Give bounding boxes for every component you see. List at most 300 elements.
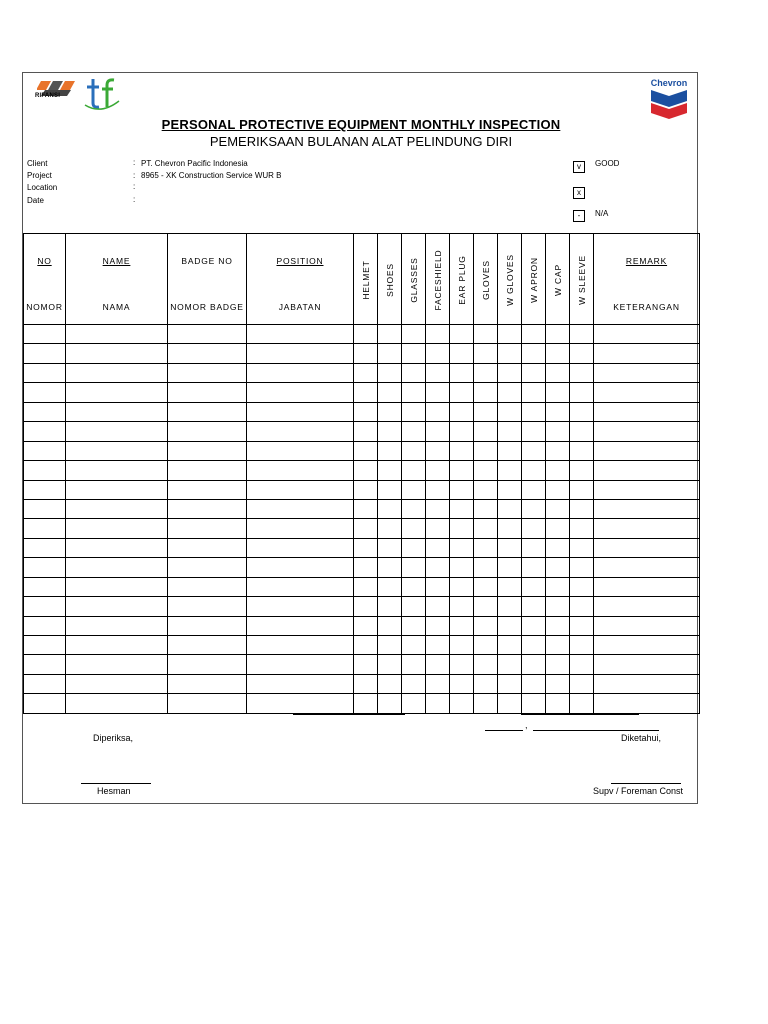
table-cell[interactable] [402,538,426,557]
table-cell[interactable] [474,577,498,596]
table-cell[interactable] [594,441,700,460]
table-cell[interactable] [498,325,522,344]
table-cell[interactable] [24,577,66,596]
table-cell[interactable] [247,344,354,363]
table-cell[interactable] [168,499,247,518]
table-cell[interactable] [354,383,378,402]
table-cell[interactable] [474,363,498,382]
table-cell[interactable] [378,383,402,402]
table-cell[interactable] [498,636,522,655]
table-cell[interactable] [498,499,522,518]
table-cell[interactable] [474,441,498,460]
table-cell[interactable] [378,363,402,382]
table-cell[interactable] [594,636,700,655]
table-cell[interactable] [168,519,247,538]
table-cell[interactable] [168,577,247,596]
table-cell[interactable] [168,363,247,382]
table-cell[interactable] [498,461,522,480]
table-cell[interactable] [594,480,700,499]
table-cell[interactable] [498,402,522,421]
table-cell[interactable] [24,499,66,518]
table-cell[interactable] [522,597,546,616]
table-cell[interactable] [168,597,247,616]
table-cell[interactable] [378,402,402,421]
table-cell[interactable] [66,674,168,693]
table-cell[interactable] [522,325,546,344]
table-cell[interactable] [402,558,426,577]
table-cell[interactable] [247,655,354,674]
table-cell[interactable] [354,694,378,713]
table-cell[interactable] [594,558,700,577]
table-cell[interactable] [474,325,498,344]
table-cell[interactable] [247,461,354,480]
table-cell[interactable] [546,383,570,402]
table-cell[interactable] [247,636,354,655]
table-cell[interactable] [474,383,498,402]
table-cell[interactable] [426,636,450,655]
table-cell[interactable] [24,383,66,402]
table-cell[interactable] [450,363,474,382]
table-cell[interactable] [546,441,570,460]
table-cell[interactable] [498,655,522,674]
table-cell[interactable] [450,383,474,402]
table-cell[interactable] [594,655,700,674]
table-cell[interactable] [570,558,594,577]
table-cell[interactable] [354,363,378,382]
table-cell[interactable] [546,558,570,577]
table-cell[interactable] [354,499,378,518]
acknowledger-signature-line[interactable] [611,783,681,784]
table-cell[interactable] [66,636,168,655]
table-cell[interactable] [570,674,594,693]
table-cell[interactable] [546,674,570,693]
table-cell[interactable] [450,538,474,557]
table-cell[interactable] [594,461,700,480]
table-cell[interactable] [24,519,66,538]
table-cell[interactable] [354,344,378,363]
table-cell[interactable] [247,499,354,518]
table-cell[interactable] [546,499,570,518]
table-cell[interactable] [378,558,402,577]
table-cell[interactable] [570,402,594,421]
table-cell[interactable] [522,363,546,382]
table-cell[interactable] [402,344,426,363]
table-cell[interactable] [522,694,546,713]
table-cell[interactable] [546,636,570,655]
table-cell[interactable] [570,383,594,402]
table-cell[interactable] [498,577,522,596]
table-cell[interactable] [24,538,66,557]
table-cell[interactable] [594,344,700,363]
table-cell[interactable] [450,616,474,635]
table-cell[interactable] [546,577,570,596]
table-cell[interactable] [498,674,522,693]
table-cell[interactable] [594,325,700,344]
table-cell[interactable] [522,461,546,480]
table-cell[interactable] [570,519,594,538]
table-cell[interactable] [354,616,378,635]
table-cell[interactable] [450,422,474,441]
table-cell[interactable] [378,597,402,616]
table-cell[interactable] [402,519,426,538]
table-cell[interactable] [450,325,474,344]
table-cell[interactable] [474,636,498,655]
table-cell[interactable] [546,655,570,674]
table-cell[interactable] [168,655,247,674]
table-cell[interactable] [168,441,247,460]
table-cell[interactable] [450,499,474,518]
table-cell[interactable] [66,577,168,596]
table-cell[interactable] [522,577,546,596]
table-cell[interactable] [498,694,522,713]
table-cell[interactable] [24,674,66,693]
table-cell[interactable] [594,538,700,557]
table-cell[interactable] [354,655,378,674]
table-cell[interactable] [522,616,546,635]
table-cell[interactable] [247,597,354,616]
table-cell[interactable] [546,694,570,713]
table-cell[interactable] [570,636,594,655]
table-cell[interactable] [168,674,247,693]
table-cell[interactable] [498,383,522,402]
table-cell[interactable] [402,363,426,382]
table-cell[interactable] [522,519,546,538]
table-cell[interactable] [450,597,474,616]
table-cell[interactable] [66,344,168,363]
table-cell[interactable] [402,616,426,635]
checker-signature-line[interactable] [81,783,151,784]
table-cell[interactable] [66,325,168,344]
table-cell[interactable] [426,694,450,713]
table-cell[interactable] [378,616,402,635]
table-cell[interactable] [354,402,378,421]
table-cell[interactable] [522,344,546,363]
table-cell[interactable] [247,558,354,577]
table-cell[interactable] [498,363,522,382]
table-cell[interactable] [498,597,522,616]
table-cell[interactable] [247,616,354,635]
table-cell[interactable] [66,441,168,460]
table-cell[interactable] [498,558,522,577]
table-cell[interactable] [247,383,354,402]
table-cell[interactable] [522,383,546,402]
table-cell[interactable] [450,461,474,480]
table-cell[interactable] [426,499,450,518]
table-cell[interactable] [24,441,66,460]
table-cell[interactable] [474,422,498,441]
table-cell[interactable] [354,441,378,460]
table-cell[interactable] [570,480,594,499]
table-cell[interactable] [522,422,546,441]
table-cell[interactable] [66,499,168,518]
table-cell[interactable] [378,422,402,441]
table-cell[interactable] [24,558,66,577]
table-cell[interactable] [594,694,700,713]
table-cell[interactable] [354,674,378,693]
table-cell[interactable] [24,616,66,635]
table-cell[interactable] [522,674,546,693]
table-cell[interactable] [168,616,247,635]
table-cell[interactable] [594,674,700,693]
table-cell[interactable] [354,480,378,499]
table-cell[interactable] [498,422,522,441]
table-cell[interactable] [247,441,354,460]
table-cell[interactable] [66,363,168,382]
table-cell[interactable] [426,363,450,382]
table-cell[interactable] [426,422,450,441]
table-cell[interactable] [426,480,450,499]
table-cell[interactable] [474,558,498,577]
table-cell[interactable] [66,461,168,480]
table-cell[interactable] [402,422,426,441]
table-cell[interactable] [450,441,474,460]
table-cell[interactable] [402,499,426,518]
table-cell[interactable] [474,519,498,538]
table-cell[interactable] [66,422,168,441]
table-cell[interactable] [570,422,594,441]
table-cell[interactable] [498,441,522,460]
table-cell[interactable] [450,480,474,499]
table-cell[interactable] [168,694,247,713]
table-cell[interactable] [402,461,426,480]
table-cell[interactable] [378,577,402,596]
table-cell[interactable] [378,461,402,480]
table-cell[interactable] [450,344,474,363]
table-cell[interactable] [168,383,247,402]
table-cell[interactable] [378,655,402,674]
table-cell[interactable] [570,441,594,460]
table-cell[interactable] [402,636,426,655]
table-cell[interactable] [450,636,474,655]
date-place-line[interactable] [485,730,523,731]
table-cell[interactable] [378,694,402,713]
table-cell[interactable] [546,325,570,344]
table-cell[interactable] [426,402,450,421]
table-cell[interactable] [168,402,247,421]
table-cell[interactable] [546,402,570,421]
table-cell[interactable] [66,519,168,538]
table-cell[interactable] [570,344,594,363]
table-cell[interactable] [570,325,594,344]
table-cell[interactable] [402,402,426,421]
table-cell[interactable] [354,636,378,655]
table-cell[interactable] [570,538,594,557]
table-cell[interactable] [522,558,546,577]
table-cell[interactable] [24,655,66,674]
table-cell[interactable] [594,519,700,538]
table-cell[interactable] [66,655,168,674]
table-cell[interactable] [426,558,450,577]
table-cell[interactable] [378,519,402,538]
table-cell[interactable] [570,363,594,382]
table-cell[interactable] [522,499,546,518]
table-cell[interactable] [66,558,168,577]
table-cell[interactable] [546,616,570,635]
table-cell[interactable] [570,577,594,596]
table-cell[interactable] [24,422,66,441]
table-cell[interactable] [168,558,247,577]
table-cell[interactable] [66,402,168,421]
table-cell[interactable] [426,441,450,460]
table-cell[interactable] [402,597,426,616]
table-cell[interactable] [354,577,378,596]
table-cell[interactable] [594,422,700,441]
table-cell[interactable] [474,674,498,693]
table-cell[interactable] [247,402,354,421]
table-cell[interactable] [594,383,700,402]
table-cell[interactable] [570,694,594,713]
table-cell[interactable] [354,422,378,441]
table-cell[interactable] [378,538,402,557]
table-cell[interactable] [546,422,570,441]
table-cell[interactable] [522,402,546,421]
table-cell[interactable] [378,499,402,518]
table-cell[interactable] [594,577,700,596]
table-cell[interactable] [66,480,168,499]
table-cell[interactable] [594,616,700,635]
table-cell[interactable] [24,461,66,480]
table-cell[interactable] [522,655,546,674]
table-cell[interactable] [247,577,354,596]
table-cell[interactable] [570,461,594,480]
table-cell[interactable] [474,655,498,674]
table-cell[interactable] [570,499,594,518]
table-cell[interactable] [402,480,426,499]
table-cell[interactable] [498,538,522,557]
table-cell[interactable] [247,694,354,713]
table-cell[interactable] [247,538,354,557]
table-cell[interactable] [426,577,450,596]
table-cell[interactable] [450,577,474,596]
table-cell[interactable] [66,694,168,713]
table-cell[interactable] [450,402,474,421]
table-cell[interactable] [354,538,378,557]
table-cell[interactable] [594,597,700,616]
table-cell[interactable] [402,325,426,344]
table-cell[interactable] [378,325,402,344]
table-cell[interactable] [378,480,402,499]
table-cell[interactable] [474,402,498,421]
table-cell[interactable] [354,461,378,480]
table-cell[interactable] [66,616,168,635]
table-cell[interactable] [168,461,247,480]
table-cell[interactable] [168,344,247,363]
table-cell[interactable] [168,480,247,499]
table-cell[interactable] [498,616,522,635]
table-cell[interactable] [402,694,426,713]
table-cell[interactable] [546,363,570,382]
table-cell[interactable] [546,344,570,363]
table-cell[interactable] [66,597,168,616]
table-cell[interactable] [426,674,450,693]
table-cell[interactable] [426,538,450,557]
table-cell[interactable] [247,674,354,693]
table-cell[interactable] [498,480,522,499]
table-cell[interactable] [378,344,402,363]
table-cell[interactable] [498,519,522,538]
table-cell[interactable] [402,441,426,460]
table-cell[interactable] [522,538,546,557]
table-cell[interactable] [450,519,474,538]
table-cell[interactable] [450,655,474,674]
table-cell[interactable] [402,383,426,402]
table-cell[interactable] [450,674,474,693]
table-cell[interactable] [24,402,66,421]
table-cell[interactable] [546,538,570,557]
table-cell[interactable] [546,519,570,538]
table-cell[interactable] [474,461,498,480]
table-cell[interactable] [24,597,66,616]
table-cell[interactable] [168,538,247,557]
table-cell[interactable] [402,577,426,596]
table-cell[interactable] [247,325,354,344]
table-cell[interactable] [247,363,354,382]
table-cell[interactable] [354,519,378,538]
table-cell[interactable] [168,636,247,655]
table-cell[interactable] [426,461,450,480]
table-cell[interactable] [24,363,66,382]
table-cell[interactable] [474,499,498,518]
table-cell[interactable] [546,461,570,480]
table-cell[interactable] [24,694,66,713]
table-cell[interactable] [378,636,402,655]
table-cell[interactable] [247,519,354,538]
table-cell[interactable] [522,636,546,655]
table-cell[interactable] [426,597,450,616]
table-cell[interactable] [378,674,402,693]
table-cell[interactable] [474,616,498,635]
table-cell[interactable] [402,674,426,693]
table-cell[interactable] [522,480,546,499]
table-cell[interactable] [426,325,450,344]
table-cell[interactable] [402,655,426,674]
table-cell[interactable] [594,499,700,518]
table-cell[interactable] [168,325,247,344]
table-cell[interactable] [498,344,522,363]
table-cell[interactable] [426,616,450,635]
table-cell[interactable] [378,441,402,460]
table-cell[interactable] [24,344,66,363]
table-cell[interactable] [24,636,66,655]
table-cell[interactable] [594,363,700,382]
table-cell[interactable] [474,597,498,616]
table-cell[interactable] [168,422,247,441]
table-cell[interactable] [24,480,66,499]
table-cell[interactable] [474,480,498,499]
table-cell[interactable] [474,694,498,713]
table-cell[interactable] [546,597,570,616]
table-cell[interactable] [546,480,570,499]
table-cell[interactable] [354,597,378,616]
table-cell[interactable] [354,325,378,344]
table-cell[interactable] [426,344,450,363]
table-cell[interactable] [474,344,498,363]
table-cell[interactable] [247,422,354,441]
table-cell[interactable] [570,597,594,616]
table-cell[interactable] [24,325,66,344]
table-cell[interactable] [66,383,168,402]
table-cell[interactable] [594,402,700,421]
table-cell[interactable] [426,383,450,402]
table-cell[interactable] [426,655,450,674]
date-line[interactable] [533,730,659,731]
table-cell[interactable] [426,519,450,538]
table-cell[interactable] [450,558,474,577]
table-cell[interactable] [354,558,378,577]
table-cell[interactable] [522,441,546,460]
table-cell[interactable] [570,616,594,635]
table-cell[interactable] [66,538,168,557]
